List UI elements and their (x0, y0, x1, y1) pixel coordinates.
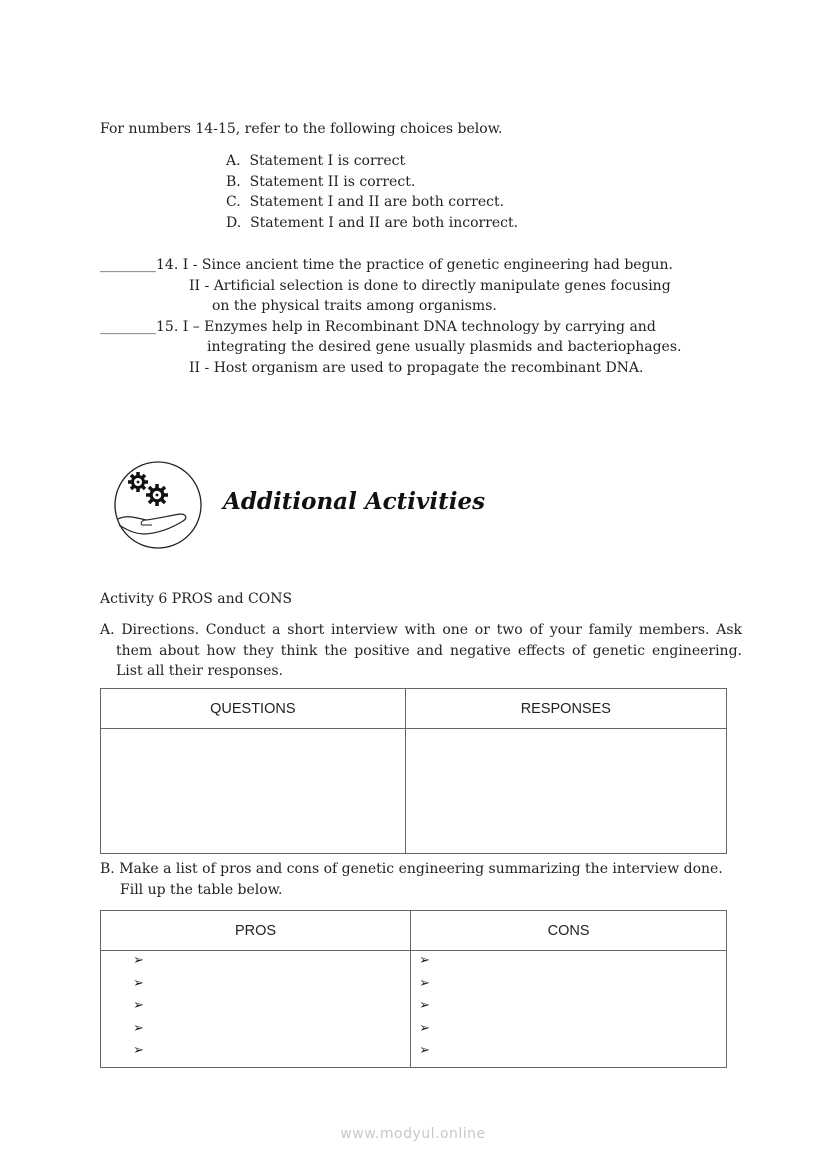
choice-c: C. Statement I and II are both correct. (226, 194, 505, 210)
question-14-line: on the physical traits among organisms. (212, 298, 497, 314)
bullet-arrow-icon: ➢ (419, 997, 431, 1012)
responses-header: RESPONSES (405, 689, 726, 729)
bullet-arrow-icon: ➢ (133, 1042, 144, 1057)
gears-hand-icon (112, 461, 204, 549)
bullet-arrow-icon: ➢ (419, 974, 431, 990)
directions-label: A. Directions. (100, 622, 200, 638)
pros-header: PROS (101, 911, 411, 951)
pros-cons-table (100, 910, 727, 1068)
cons-header: CONS (411, 911, 727, 951)
choice-a: A. Statement I is correct (226, 153, 406, 169)
section-title: Additional Activities (223, 488, 486, 515)
bullet-arrow-icon: ➢ (419, 1019, 431, 1035)
questions-header: QUESTIONS (101, 689, 406, 729)
cons-list[interactable] (411, 951, 727, 1068)
part-b-text-2: Fill up the table below. (120, 882, 283, 898)
intro-text: For numbers 14-15, refer to the following choices below. (100, 121, 503, 137)
answer-blank[interactable]: ________ (100, 319, 156, 335)
bullet-arrow-icon: ➢ (133, 997, 144, 1012)
responses-cell[interactable] (405, 729, 726, 854)
bullet-arrow-icon: ➢ (419, 952, 431, 967)
choice-b: B. Statement II is correct. (226, 174, 416, 190)
pros-list[interactable] (101, 951, 411, 1068)
bullet-arrow-icon: ➢ (419, 1042, 431, 1057)
question-14: ________14. I - Since ancient time the practice of genetic engineering had begun. (100, 257, 674, 273)
questions-cell[interactable] (101, 729, 406, 854)
part-a-directions: A. Directions. Conduct a short interview with one or two of your family members. Ask them about how they think the positive and negative effects of genetic engineering. List all their responses. (100, 622, 743, 679)
bullet-arrow-icon: ➢ (133, 1019, 144, 1035)
activity-title: Activity 6 PROS and CONS (100, 591, 293, 607)
question-14-line: II - Artificial selection is done to directly manipulate genes focusing (189, 278, 671, 294)
question-15: ________15. I – Enzymes help in Recombinant DNA technology by carrying and (100, 319, 656, 335)
bullet-arrow-icon: ➢ (133, 974, 144, 990)
questions-responses-table (100, 688, 727, 854)
question-15-line: integrating the desired gene usually plasmids and bacteriophages. (207, 339, 682, 355)
question-15-line: II - Host organism are used to propagate the recombinant DNA. (189, 360, 644, 376)
bullet-arrow-icon: ➢ (133, 952, 144, 967)
answer-blank[interactable]: ________ (100, 257, 156, 273)
watermark: www.modyul.online (340, 1126, 486, 1142)
choice-d: D. Statement I and II are both incorrect. (226, 215, 519, 231)
part-b-text: B. Make a list of pros and cons of genetic engineering summarizing the interview done. (100, 861, 723, 877)
